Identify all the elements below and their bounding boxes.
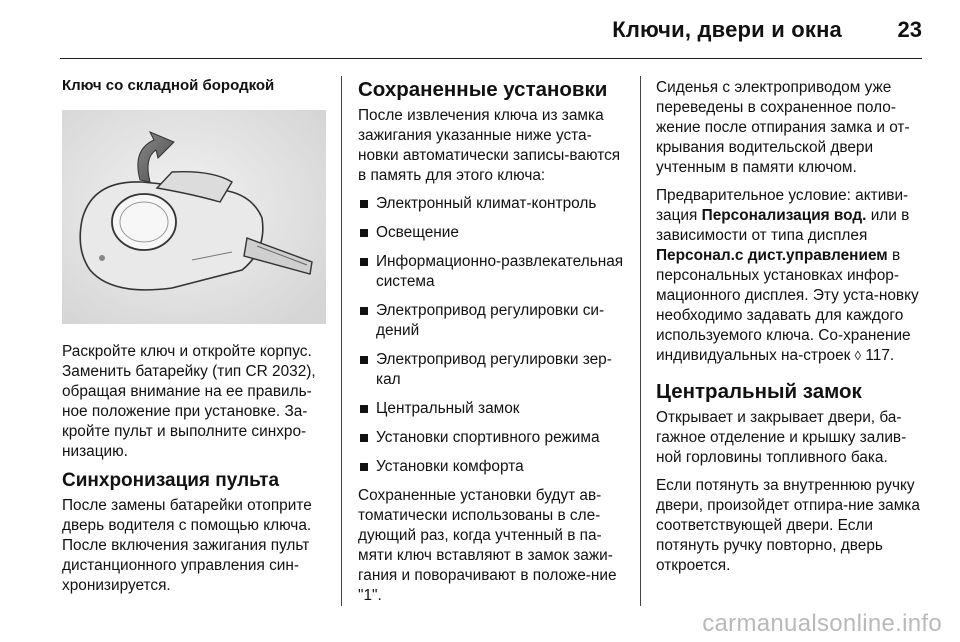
battery-replacement-text: Раскройте ключ и откройте корпус. Заменить батарейку (тип CR 2032), обращая внимание на ее правиль-ное положение при установке. За-кройте пульт и выполните синхро-низацию. [62, 343, 316, 460]
setting-name: Персонализация вод. [701, 207, 867, 224]
header-title: Ключи, двери и окна [612, 17, 842, 42]
bullet-square-icon [360, 229, 368, 237]
column-2 [358, 78, 626, 614]
page-reference-icon: ◊ [854, 348, 862, 363]
column-divider [341, 76, 342, 606]
list-item: Электропривод регулировки си-дений [358, 301, 626, 341]
bullet-square-icon [360, 463, 368, 471]
bullet-square-icon [360, 200, 368, 208]
bullet-square-icon [360, 258, 368, 266]
list-item: Освещение [358, 223, 626, 243]
saved-settings-heading: Сохраненные установки [358, 78, 608, 101]
saved-settings-outro: Сохраненные установки будут ав-томатически использованы в сле-дующий раз, когда учтенный в па-мяти ключ вставляют в замок зажи-гания и поворачивают в положе-ние "1". [358, 487, 617, 604]
column-divider [640, 76, 641, 606]
column-3 [656, 78, 924, 584]
list-item: Установки спортивного режима [358, 428, 626, 448]
list-item: Установки комфорта [358, 457, 626, 477]
key-battery-illustration [62, 110, 326, 324]
header-rule [60, 58, 922, 59]
bullet-square-icon [360, 434, 368, 442]
bullet-square-icon [360, 307, 368, 315]
setting-name: Персонал.с дист.управлением [656, 247, 888, 264]
page-number: 23 [897, 17, 922, 42]
list-item: Электронный климат-контроль [358, 194, 626, 214]
sync-text: После замены батарейки отоприте дверь водителя с помощью ключа. После включения зажигания пульт дистанционного управления син-хронизируется. [62, 497, 312, 594]
column-1 [62, 76, 326, 604]
precondition-text: Предварительное условие: активи-зация Персонализация вод. или в зависимости от типа дисплея Персонал.с дист.управлением в персональных установках инфор-мационного дисплея. Эту уста-новку необходимо задавать для каждого используемого ключа. Со-хранение индивидуальных на-строек ◊ 117. [656, 187, 919, 364]
page-header [0, 0, 960, 56]
bullet-square-icon [360, 356, 368, 364]
seat-memory-text: Сиденья с электроприводом уже переведены в сохраненное поло-жение после отпирания замка и от-крывания водительской двери учтенным в памяти ключом. [656, 79, 910, 176]
list-item: Центральный замок [358, 399, 626, 419]
key-section-heading: Ключ со складной бородкой [62, 77, 275, 94]
sync-heading: Синхронизация пульта [62, 470, 280, 491]
key-battery-icon [62, 110, 326, 324]
central-lock-text: Открывает и закрывает двери, ба-гажное отделение и крышку залив-ной горловины топливного бака. [656, 409, 907, 466]
saved-settings-list [358, 194, 626, 477]
list-item: Информационно-развлекательная система [358, 252, 626, 292]
watermark: carmanualsonline.info [702, 610, 942, 637]
saved-settings-intro: После извлечения ключа из замка зажигания указанные ниже уста-новки автоматически записы-ваются в память для этого ключа: [358, 107, 621, 184]
central-lock-heading: Центральный замок [656, 380, 862, 403]
bullet-square-icon [360, 405, 368, 413]
door-handle-text: Если потянуть за внутреннюю ручку двери, произойдет отпира-ние замка соответствующей двери. Если потянуть ручку повторно, дверь откроется. [656, 477, 920, 574]
page-reference[interactable]: 117. [865, 347, 895, 364]
list-item: Электропривод регулировки зер-кал [358, 350, 626, 390]
